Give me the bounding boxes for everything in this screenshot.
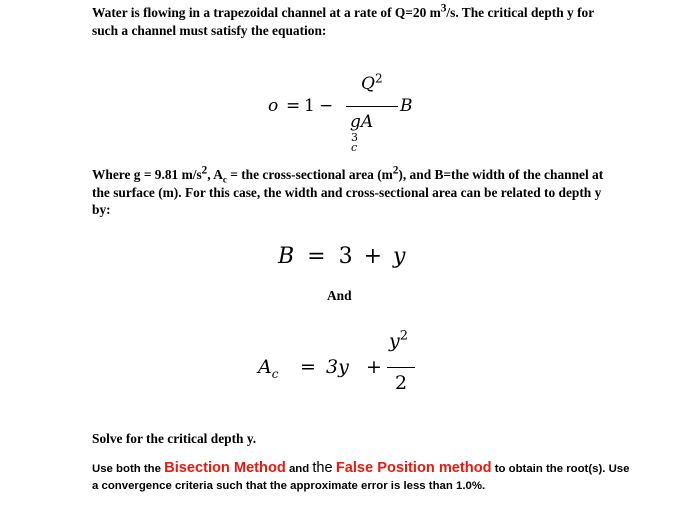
eq3-equals: =: [300, 356, 316, 378]
eq2-const: 3: [338, 244, 353, 269]
eq3-denominator: 2: [395, 372, 408, 394]
instr-text-3: to obtain the root(s). Use a convergence criteria such that the approximate error is less than 1.0%.: [92, 463, 630, 492]
eq2-plus: +: [363, 244, 383, 269]
eq1-den-g: g: [350, 112, 361, 132]
bisection-method-highlight: Bisection Method: [164, 460, 286, 476]
width-equation: [278, 244, 405, 269]
problem-intro: [92, 4, 612, 40]
instr-the: the: [312, 460, 333, 476]
instr-text-2: and: [285, 463, 313, 475]
eq1-factor-b: B: [400, 96, 413, 116]
method-instructions: [92, 460, 632, 495]
eq2-var: y: [393, 244, 406, 269]
eq2-equals: =: [307, 244, 326, 269]
intro-exponent: 3: [440, 2, 447, 15]
eq1-fraction-bar: [346, 106, 398, 107]
eq3-plus: +: [366, 356, 382, 378]
intro-text-1: Water is flowing in a trapezoidal channel at a rate of Q=20 m: [92, 5, 441, 20]
eq1-numerator: [361, 71, 383, 94]
eq1-one: 1: [304, 96, 315, 116]
eq1-den-exp: 3: [351, 130, 358, 144]
where-text-3: = the cross-sectional area (m: [226, 167, 393, 182]
eq1-lhs: o: [268, 96, 279, 116]
eq3-term1: 3y: [326, 356, 349, 378]
where-exp-1: 2: [201, 164, 208, 177]
eq3-fraction-bar: [387, 367, 415, 368]
and-text: And: [327, 288, 352, 303]
where-text-4: ), and B=the width of the channel at the surface (m). For this case, the width and cross-sectional area can be related to depth y by:: [92, 167, 604, 217]
eq3-lhs-sub: c: [271, 366, 279, 381]
where-exp-2: 2: [392, 164, 399, 177]
eq1-den-sub: c: [351, 140, 358, 154]
eq3-numerator: [389, 330, 408, 352]
intro-text-2: /s. The critical depth y for such a channel must satisfy the equation:: [92, 5, 594, 38]
solve-prompt: Solve for the critical depth y.: [92, 431, 257, 446]
eq1-denominator: [350, 112, 373, 153]
eq3-num-exp: 2: [399, 328, 409, 344]
eq1-num-exp: 2: [374, 71, 383, 86]
eq1-minus: −: [319, 96, 334, 116]
where-text-1: Where g = 9.81 m/s: [92, 167, 202, 182]
eq3-lhs-var: A: [258, 356, 272, 378]
variable-definitions: [92, 166, 612, 219]
eq1-num-var: Q: [361, 74, 375, 94]
eq1-den-a: A: [360, 112, 374, 132]
instr-text-1: Use both the: [92, 463, 165, 475]
where-subscript: c: [222, 174, 227, 185]
where-text-2: , A: [207, 167, 223, 182]
eq1-equals: =: [286, 96, 301, 116]
false-position-method-highlight: False Position method: [335, 460, 492, 476]
eq2-lhs: B: [278, 244, 295, 269]
eq3-num-var: y: [389, 330, 400, 352]
eq3-lhs: [258, 356, 279, 381]
